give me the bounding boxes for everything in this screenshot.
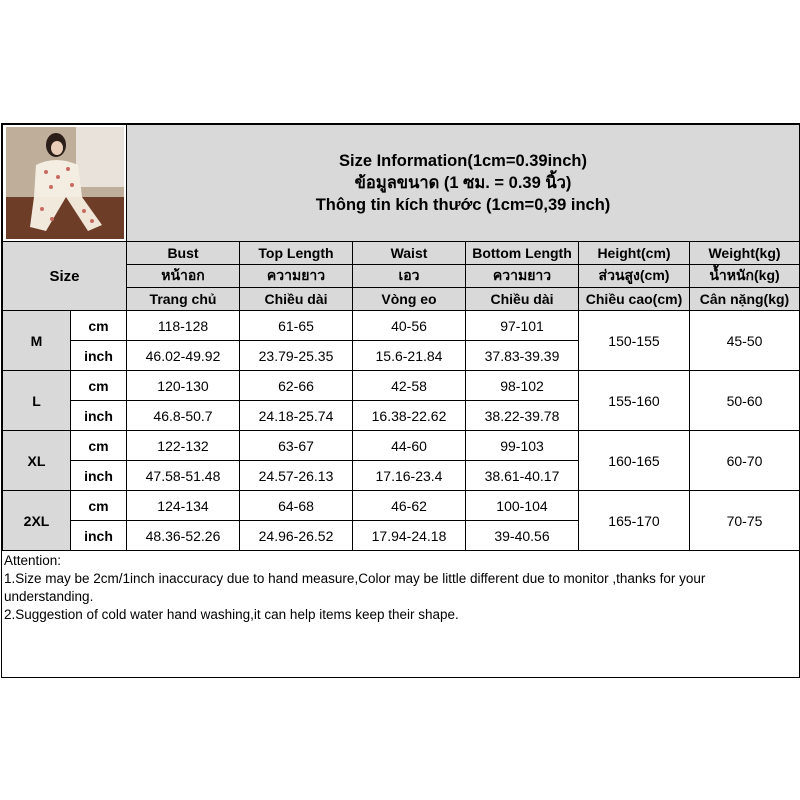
size-label-xl: XL: [3, 431, 71, 491]
size-label-m: M: [3, 311, 71, 371]
top-length-value: 24.96-26.52: [240, 521, 353, 551]
column-header-waist: Waist: [353, 242, 466, 265]
waist-value: 17.94-24.18: [353, 521, 466, 551]
size-label-l: L: [3, 371, 71, 431]
product-photo-illustration: [6, 127, 124, 239]
weight-value: 70-75: [690, 491, 800, 551]
unit-label-cm: cm: [71, 371, 127, 401]
column-header-height-vietnamese: Chiều cao(cm): [579, 288, 690, 311]
waist-value: 46-62: [353, 491, 466, 521]
column-header-bottom-length-thai: ความยาว: [466, 265, 579, 288]
column-header-waist-vietnamese: Vòng eo: [353, 288, 466, 311]
weight-value: 60-70: [690, 431, 800, 491]
unit-label-cm: cm: [71, 311, 127, 341]
unit-label-cm: cm: [71, 491, 127, 521]
waist-value: 16.38-22.62: [353, 401, 466, 431]
column-header-bust: Bust: [127, 242, 240, 265]
size-label-2xl: 2XL: [3, 491, 71, 551]
top-length-value: 24.18-25.74: [240, 401, 353, 431]
size-chart: [1, 123, 800, 678]
bust-value: 124-134: [127, 491, 240, 521]
column-header-bust-vietnamese: Trang chủ: [127, 288, 240, 311]
bottom-length-value: 38.22-39.78: [466, 401, 579, 431]
waist-value: 40-56: [353, 311, 466, 341]
column-header-top-length-vietnamese: Chiều dài: [240, 288, 353, 311]
unit-label-cm: cm: [71, 431, 127, 461]
column-header-top-length-thai: ความยาว: [240, 265, 353, 288]
attention-note-1: 1.Size may be 2cm/1inch inaccuracy due to hand measure,Color may be little different due to monitor ,thanks for your understanding.: [4, 571, 706, 604]
title-thai: ข้อมูลขนาด (1 ซม. = 0.39 นิ้ว): [354, 174, 572, 192]
column-header-waist-thai: เอว: [353, 265, 466, 288]
height-value: 155-160: [579, 371, 690, 431]
title-cell: [127, 125, 800, 242]
height-value: 150-155: [579, 311, 690, 371]
column-header-bust-thai: หน้าอก: [127, 265, 240, 288]
bust-value: 122-132: [127, 431, 240, 461]
height-value: 160-165: [579, 431, 690, 491]
waist-value: 17.16-23.4: [353, 461, 466, 491]
column-header-top-length: Top Length: [240, 242, 353, 265]
waist-value: 42-58: [353, 371, 466, 401]
bust-value: 48.36-52.26: [127, 521, 240, 551]
column-header-weight-thai: น้ำหนัก(kg): [690, 265, 800, 288]
bust-value: 118-128: [127, 311, 240, 341]
weight-value: 45-50: [690, 311, 800, 371]
attention-note-2: 2.Suggestion of cold water hand washing,it can help items keep their shape.: [4, 607, 459, 622]
unit-label-inch: inch: [71, 461, 127, 491]
bust-value: 47.58-51.48: [127, 461, 240, 491]
unit-label-inch: inch: [71, 401, 127, 431]
product-photo: [6, 127, 124, 239]
title-vietnamese: Thông tin kích thước (1cm=0,39 inch): [315, 196, 611, 214]
title-english: Size Information(1cm=0.39inch): [338, 152, 588, 170]
attention-heading: Attention:: [4, 553, 62, 568]
waist-value: 15.6-21.84: [353, 341, 466, 371]
bottom-length-value: 97-101: [466, 311, 579, 341]
column-header-height: Height(cm): [579, 242, 690, 265]
waist-value: 44-60: [353, 431, 466, 461]
column-header-weight-vietnamese: Cân nặng(kg): [690, 288, 800, 311]
bottom-length-value: 99-103: [466, 431, 579, 461]
unit-label-inch: inch: [71, 341, 127, 371]
bust-value: 46.8-50.7: [127, 401, 240, 431]
column-header-bottom-length: Bottom Length: [466, 242, 579, 265]
column-header-bottom-length-vietnamese: Chiều dài: [466, 288, 579, 311]
column-header-weight: Weight(kg): [690, 242, 800, 265]
column-header-height-thai: ส่วนสูง(cm): [579, 265, 690, 288]
top-length-value: 62-66: [240, 371, 353, 401]
top-length-value: 24.57-26.13: [240, 461, 353, 491]
bust-value: 120-130: [127, 371, 240, 401]
bottom-length-value: 100-104: [466, 491, 579, 521]
bust-value: 46.02-49.92: [127, 341, 240, 371]
top-length-value: 61-65: [240, 311, 353, 341]
attention-notes: [2, 549, 799, 675]
bottom-length-value: 37.83-39.39: [466, 341, 579, 371]
height-value: 165-170: [579, 491, 690, 551]
bottom-length-value: 39-40.56: [466, 521, 579, 551]
top-length-value: 64-68: [240, 491, 353, 521]
top-length-value: 63-67: [240, 431, 353, 461]
bottom-length-value: 98-102: [466, 371, 579, 401]
unit-label-inch: inch: [71, 521, 127, 551]
bottom-length-value: 38.61-40.17: [466, 461, 579, 491]
weight-value: 50-60: [690, 371, 800, 431]
size-table: [2, 124, 800, 551]
top-length-value: 23.79-25.35: [240, 341, 353, 371]
product-photo-cell: [3, 125, 127, 242]
size-header: Size: [3, 242, 127, 311]
